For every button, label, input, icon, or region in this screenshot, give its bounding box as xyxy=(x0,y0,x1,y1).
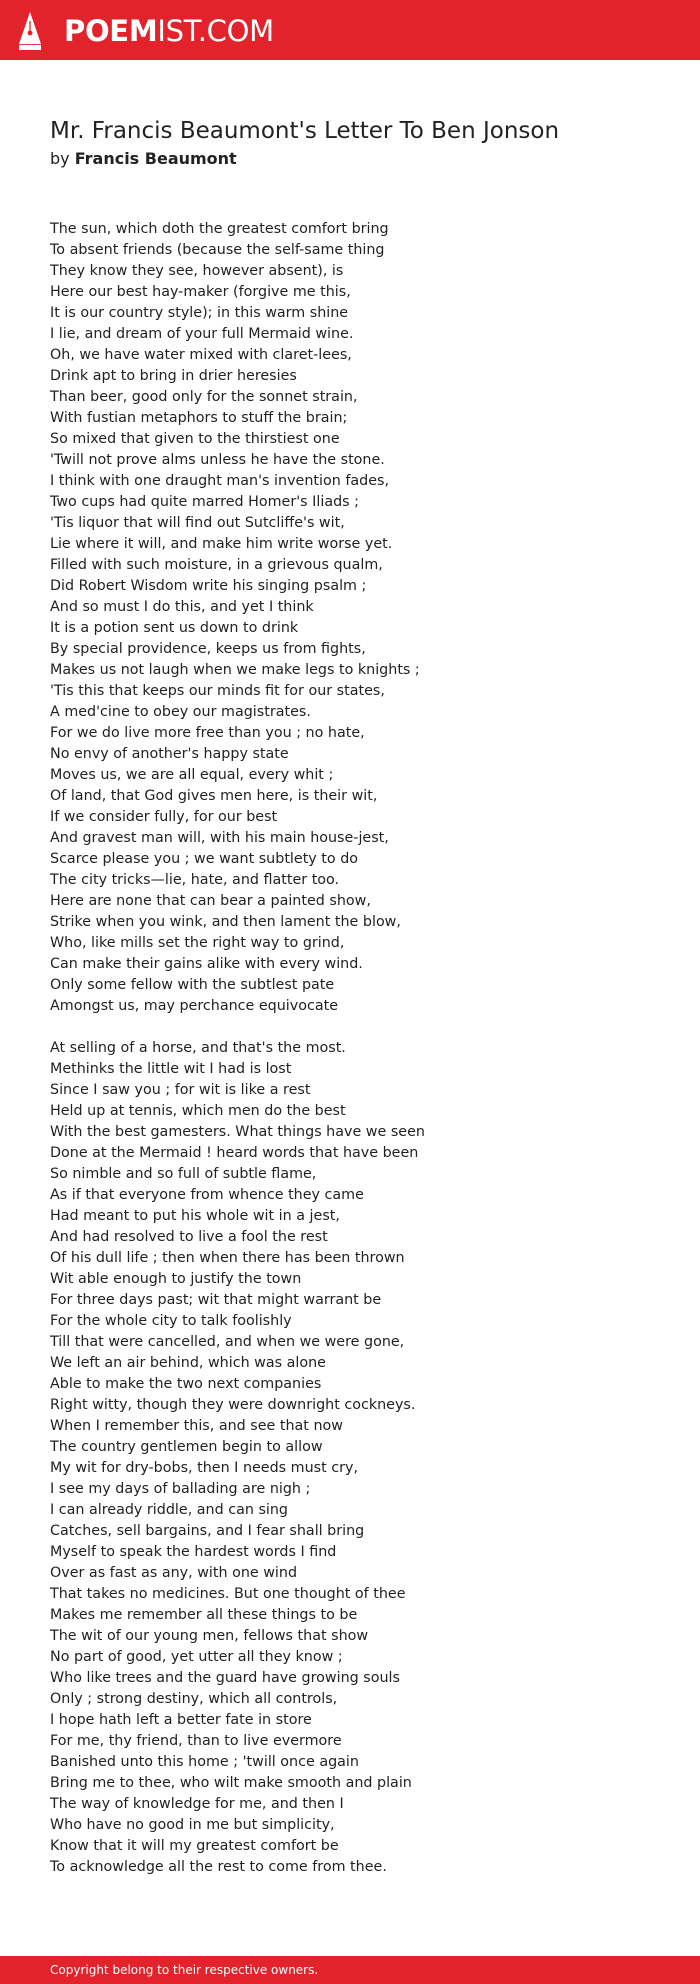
poem-line: Drink apt to bring in drier heresies xyxy=(50,368,297,384)
poem-title: Mr. Francis Beaumont's Letter To Ben Jonson xyxy=(50,118,560,144)
poem-line: The city tricks—lie, hate, and flatter too. xyxy=(50,872,340,888)
poem-line: The sun, which doth the greatest comfort bring xyxy=(50,221,389,237)
poem-line: Makes us not laugh when we make legs to knights ; xyxy=(50,662,420,678)
poem-line: It is a potion sent us down to drink xyxy=(50,620,299,636)
poem-stanza xyxy=(50,219,670,1017)
poem-line: Methinks the little wit I had is lost xyxy=(50,1061,292,1077)
poem-line: The wit of our young men, fellows that show xyxy=(50,1628,369,1644)
poem-body xyxy=(50,219,670,1899)
poem-line: Filled with such moisture, in a grievous qualm, xyxy=(50,557,383,573)
poem-line: Wit able enough to justify the town xyxy=(50,1271,302,1287)
logo-text-bold: POEM xyxy=(64,14,158,48)
poem-line: With fustian metaphors to stuff the brain; xyxy=(50,410,348,426)
poem-line: Amongst us, may perchance equivocate xyxy=(50,998,338,1014)
poem-line: At selling of a horse, and that's the most. xyxy=(50,1040,346,1056)
poem-line: A med'cine to obey our magistrates. xyxy=(50,704,311,720)
poem-line: Who have no good in me but simplicity, xyxy=(50,1817,335,1833)
poem-line: 'Tis liquor that will find out Sutcliffe's wit, xyxy=(50,515,345,531)
poem-line: 'Tis this that keeps our minds fit for our states, xyxy=(50,683,385,699)
poem-line: Done at the Mermaid ! heard words that have been xyxy=(50,1145,419,1161)
poem-line: So nimble and so full of subtle flame, xyxy=(50,1166,317,1182)
poem-line: It is our country style); in this warm shine xyxy=(50,305,349,321)
poem-line: Strike when you wink, and then lament the blow, xyxy=(50,914,401,930)
poem-line: Able to make the two next companies xyxy=(50,1376,322,1392)
pen-nib-icon xyxy=(18,11,42,51)
poem-line: If we consider fully, for our best xyxy=(50,809,278,825)
poem-line: Till that were cancelled, and when we were gone, xyxy=(50,1334,405,1350)
poem-line: The way of knowledge for me, and then I xyxy=(50,1796,344,1812)
poem-line: We left an air behind, which was alone xyxy=(50,1355,326,1371)
poem-line: Of his dull life ; then when there has been thrown xyxy=(50,1250,405,1266)
poem-line: I hope hath left a better fate in store xyxy=(50,1712,312,1728)
poem-line: Scarce please you ; we want subtlety to do xyxy=(50,851,359,867)
poem-line: That takes no medicines. But one thought of thee xyxy=(50,1586,406,1602)
poem-byline xyxy=(50,148,237,170)
poem-line: They know they see, however absent), is xyxy=(50,263,344,279)
poem-line: Only some fellow with the subtlest pate xyxy=(50,977,335,993)
poem-line: Over as fast as any, with one wind xyxy=(50,1565,298,1581)
poem-line: Lie where it will, and make him write worse yet. xyxy=(50,536,393,552)
poem-line: Since I saw you ; for wit is like a rest xyxy=(50,1082,311,1098)
poem-line: I see my days of ballading are nigh ; xyxy=(50,1481,311,1497)
poem-line: Only ; strong destiny, which all controls, xyxy=(50,1691,338,1707)
poem-line: Moves us, we are all equal, every whit ; xyxy=(50,767,334,783)
poem-line: Held up at tennis, which men do the best xyxy=(50,1103,346,1119)
poem-line: Who like trees and the guard have growing souls xyxy=(50,1670,400,1686)
poem-line: Banished unto this home ; 'twill once again xyxy=(50,1754,359,1770)
poem-line: Bring me to thee, who wilt make smooth and plain xyxy=(50,1775,412,1791)
poem-line: By special providence, keeps us from fights, xyxy=(50,641,366,657)
copyright-notice: Copyright belong to their respective owners. xyxy=(50,1963,319,1977)
poem-line: Myself to speak the hardest words I find xyxy=(50,1544,337,1560)
poem-line: Know that it will my greatest comfort be xyxy=(50,1838,339,1854)
poem-line: Who, like mills set the right way to grind, xyxy=(50,935,345,951)
site-footer xyxy=(0,1956,700,1984)
poem-line: I can already riddle, and can sing xyxy=(50,1502,289,1518)
site-logo-text xyxy=(64,11,274,51)
poem-line: Can make their gains alike with every wind. xyxy=(50,956,363,972)
poem-line: Here our best hay-maker (forgive me this, xyxy=(50,284,351,300)
poem-line: Of land, that God gives men here, is their wit, xyxy=(50,788,378,804)
poem-line: For the whole city to talk foolishly xyxy=(50,1313,292,1329)
poem-line: As if that everyone from whence they came xyxy=(50,1187,364,1203)
poem-line: Right witty, though they were downright cockneys. xyxy=(50,1397,416,1413)
poem-line: And so must I do this, and yet I think xyxy=(50,599,314,615)
byline-label: by xyxy=(50,149,70,168)
poem-line: When I remember this, and see that now xyxy=(50,1418,343,1434)
site-logo-link[interactable] xyxy=(18,11,274,51)
poem-line: I lie, and dream of your full Mermaid wine. xyxy=(50,326,354,342)
poem-line: And gravest man will, with his main house-jest, xyxy=(50,830,389,846)
poem-line: 'Twill not prove alms unless he have the stone. xyxy=(50,452,385,468)
author-link[interactable]: Francis Beaumont xyxy=(74,149,237,168)
poem-line: Had meant to put his whole wit in a jest, xyxy=(50,1208,340,1224)
poem-line: Catches, sell bargains, and I fear shall bring xyxy=(50,1523,365,1539)
poem-line: To acknowledge all the rest to come from thee. xyxy=(50,1859,387,1875)
poem-line: For me, thy friend, than to live evermore xyxy=(50,1733,342,1749)
poem-line: Here are none that can bear a painted show, xyxy=(50,893,371,909)
poem-stanza xyxy=(50,1038,670,1878)
poem-line: Oh, we have water mixed with claret-lees, xyxy=(50,347,352,363)
poem-line: For three days past; wit that might warrant be xyxy=(50,1292,382,1308)
site-header xyxy=(0,0,700,60)
poem-line: Two cups had quite marred Homer's Iliads ; xyxy=(50,494,359,510)
poem-line: Did Robert Wisdom write his singing psalm ; xyxy=(50,578,367,594)
poem-line: And had resolved to live a fool the rest xyxy=(50,1229,328,1245)
poem-line: The country gentlemen begin to allow xyxy=(50,1439,323,1455)
poem-line: I think with one draught man's invention fades, xyxy=(50,473,389,489)
poem-line: For we do live more free than you ; no hate, xyxy=(50,725,365,741)
poem-line: So mixed that given to the thirstiest one xyxy=(50,431,340,447)
poem-line: Makes me remember all these things to be xyxy=(50,1607,358,1623)
poem-line: With the best gamesters. What things have we seen xyxy=(50,1124,425,1140)
poem-line: My wit for dry-bobs, then I needs must cry, xyxy=(50,1460,358,1476)
poem-line: No part of good, yet utter all they know ; xyxy=(50,1649,343,1665)
poem-line: To absent friends (because the self-same thing xyxy=(50,242,385,258)
logo-text-light: IST.COM xyxy=(157,14,274,48)
poem-line: Than beer, good only for the sonnet strain, xyxy=(50,389,358,405)
poem-line: No envy of another's happy state xyxy=(50,746,289,762)
